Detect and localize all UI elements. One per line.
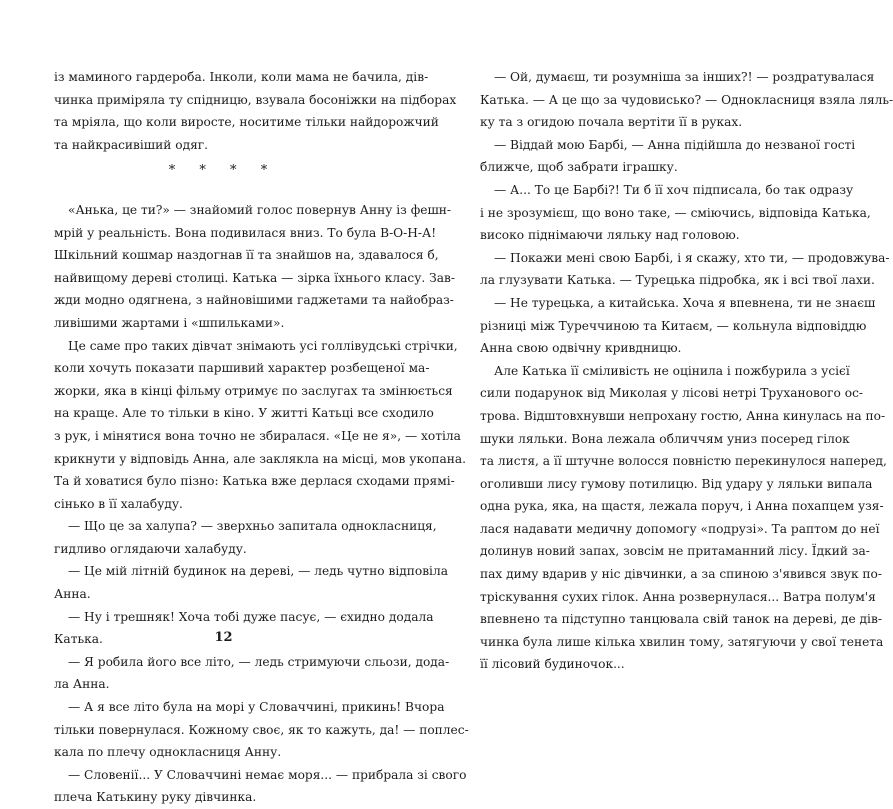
text-line: жди модно одягнена, з найновішими гаджетами та найобраз-: [54, 293, 454, 308]
text-line: чинка приміряла ту спідницю, взувала босоніжки на підборах: [54, 92, 457, 107]
text-line: оголивши лису гумову потилицю. Від удару у ляльки випала: [480, 476, 873, 491]
text-line: сили подарунок від Миколая у лісові нетрі Труханового ос-: [480, 386, 864, 401]
text-line: «Анька, це ти?» — знайомий голос повернув Анну із фешн-: [68, 202, 452, 217]
text-line: та мріяла, що коли виросте, носитиме тільки найдорожчий: [54, 115, 439, 130]
text-line: лася надавати медичну допомогу «подрузі». Та раптом до неї: [480, 521, 880, 536]
text-line: ла глузувати Катька. — Турецька підробка, як і всі твої лахи.: [480, 273, 875, 288]
text-line: — Словенії... У Словаччині немає моря... — прибрала зі свого: [68, 767, 467, 782]
text-line: — Не турецька, а китайська. Хоча я впевнена, ти не знаєш: [494, 295, 876, 310]
text-line: Катька.: [54, 632, 103, 647]
text-line: тільки повернулася. Кожному своє, як то кажуть, да! — поплес-: [54, 722, 469, 737]
text-line: Це саме про таких дівчат знімають усі голлівудські стрічки,: [68, 338, 458, 353]
text-line: шуки ляльки. Вона лежала обличчям униз посеред гілок: [480, 431, 850, 446]
text-line: ку та з огидою почала вертіти її в руках.: [480, 115, 743, 130]
text-line: ближче, щоб забрати іграшку.: [480, 160, 678, 175]
text-line: — Ой, думаєш, ти розумніша за інших?! — роздратувалася: [494, 70, 875, 84]
left-page: [54, 66, 469, 809]
right-page: [480, 66, 893, 676]
text-line: плеча Катькину руку дівчинка.: [54, 790, 257, 805]
text-line: впевнено та підступно танцювала свій танок на дереві, де дів-: [480, 612, 882, 627]
text-line: Але Катька її сміливість не оцінила і пожбурила з усієї: [494, 363, 850, 378]
text-line: ла Анна.: [54, 677, 110, 692]
text-line: — Ну і трешняк! Хоча тобі дуже пасує, — єхидно додала: [68, 609, 434, 624]
text-line: гидливо оглядаючи халабуду.: [54, 541, 247, 556]
text-line: трова. Відштовхнувши непрохану гостю, Анна кинулась на по-: [480, 408, 886, 423]
text-line: з рук, і мінятися вона точно не збиралася. «Це не я», — хотіла: [54, 428, 461, 443]
text-line: — Що це за халупа? — зверхньо запитала однокласниця,: [68, 519, 437, 534]
text-line: Та й ховатися було пізно: Катька вже дерлася сходами прямі-: [54, 474, 455, 489]
text-line: чинка була лише кілька хвилин тому, затягуючи у свої тенета: [480, 634, 884, 649]
text-line: із маминого гардероба. Інколи, коли мама не бачила, дів-: [54, 70, 429, 84]
text-line: — А я все літо була на морі у Словаччині, прикинь! Вчора: [68, 700, 445, 715]
text-line: Анна.: [54, 587, 91, 602]
text-line: — Віддай мою Барбі, — Анна підійшла до незваної гості: [494, 137, 856, 152]
left-page-text-bottom: [54, 199, 469, 809]
text-line: пах диму вдарив у ніс дівчинки, а за спиною з'явився звук по-: [480, 567, 883, 582]
text-line: мрій у реальність. Вона подивилася вниз. То була В-О-Н-А!: [54, 225, 437, 240]
text-line: — Це мій літній будинок на дереві, — ледь чутно відповіла: [68, 564, 448, 579]
text-line: жорки, яка в кінці фільму отримує по заслугах та змінюється: [54, 383, 453, 398]
text-line: різниці між Туреччиною та Китаєм, — кольнула відповіддю: [480, 318, 867, 333]
section-separator: * * * *: [168, 163, 278, 179]
right-page-text: [480, 66, 893, 676]
text-line: — Покажи мені свою Барбі, і я скажу, хто ти, — продовжува-: [494, 250, 890, 265]
text-line: Катька. — А це що за чудовисько? — Однокласниця взяла ляль-: [480, 92, 893, 107]
text-line: і не зрозумієш, що воно таке, — сміючись, відповіда Катька,: [480, 205, 871, 220]
text-line: Шкільний кошмар наздогнав її та знайшов на, здавалося б,: [54, 248, 439, 263]
page-number: 12: [214, 630, 233, 645]
text-line: на краще. Але то тільки в кіно. У житті Катьці все сходило: [54, 406, 434, 421]
text-line: та листя, а її штучне волосся повністю перекинулося наперед,: [480, 454, 887, 469]
text-line: найвищому дереві столиці. Катька — зірка їхнього класу. Зав-: [54, 270, 455, 285]
text-line: ливішими жартами і «шпильками».: [54, 315, 285, 330]
text-line: кала по плечу однокласниця Анну.: [54, 745, 282, 760]
page-number-container: [0, 630, 855, 645]
text-line: високо піднімаючи ляльку над головою.: [480, 228, 740, 243]
text-line: коли хочуть показати паршивий характер розбещеної ма-: [54, 361, 430, 376]
text-line: — Я робила його все літо, — ледь стримуючи сльози, дода-: [68, 654, 450, 669]
text-line: сінько в її халабуду.: [54, 496, 183, 511]
text-line: та найкрасивіший одяг.: [54, 137, 209, 152]
text-line: крикнути у відповідь Анна, але заклякла на місці, мов укопана.: [54, 451, 467, 466]
text-line: долинув новий запах, зовсім не притаманний лісу. Їдкий за-: [480, 544, 870, 559]
text-line: Анна свою одвічну кривдницю.: [480, 341, 682, 356]
text-line: одна рука, яка, на щастя, лежала поруч, і Анна похапцем узя-: [480, 499, 884, 514]
text-line: тріскування сухих гілок. Анна розвернулася... Ватра полум'я: [480, 589, 876, 604]
text-line: її лісовий будиночок...: [480, 657, 625, 672]
left-page-text-top: [54, 66, 457, 156]
text-line: — А... То це Барбі?! Ти б її хоч підписала, бо так одразу: [494, 182, 854, 197]
